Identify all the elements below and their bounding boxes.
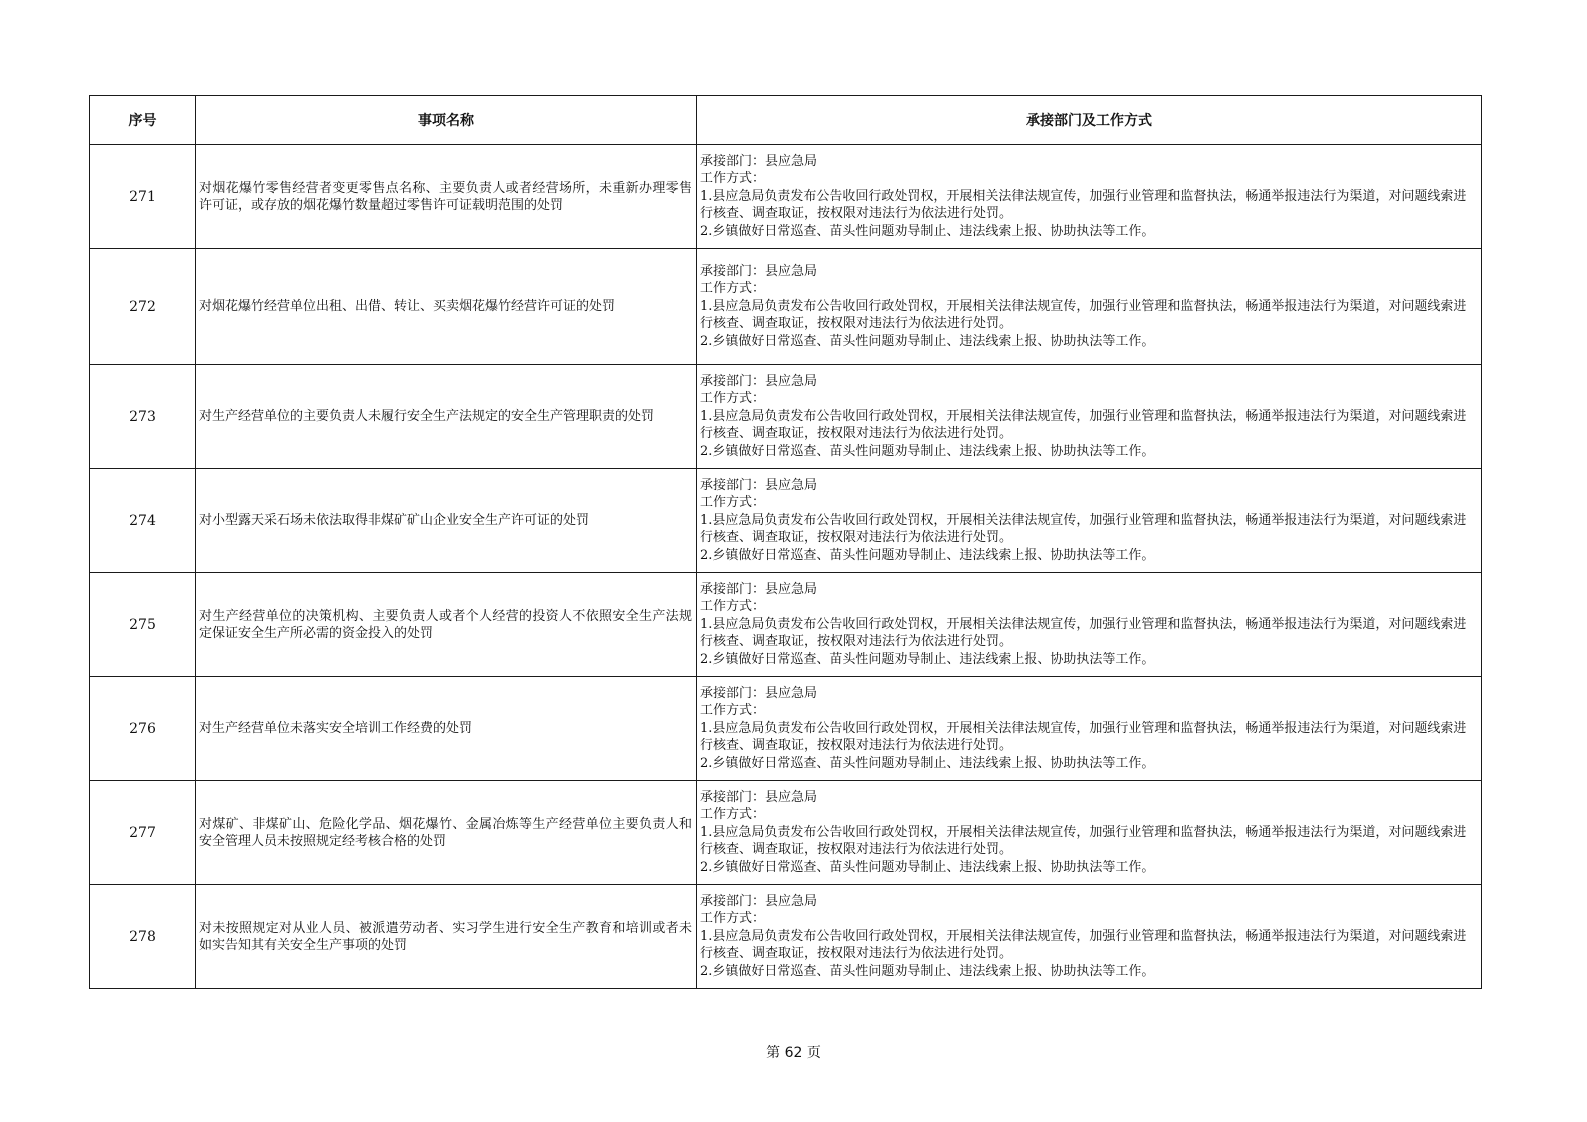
dept-line: 承接部门：县应急局 <box>700 477 818 493</box>
method-step-2: 2.乡镇做好日常巡查、苗头性问题劝导制止、违法线索上报、协助执法等工作。 <box>700 963 1155 979</box>
header-dept-method: 承接部门及工作方式 <box>697 96 1482 145</box>
method-step-1: 1.县应急局负责发布公告收回行政处罚权，开展相关法律法规宣传，加强行业管理和监督执法，畅通举报违法行为渠道，对问题线索进行核查、调查取证，按权限对违法行为依法进行处罚。 <box>700 408 1467 442</box>
row-seq: 274 <box>90 469 196 573</box>
method-label: 工作方式： <box>700 281 766 297</box>
header-seq: 序号 <box>90 96 196 145</box>
row-item-name: 对小型露天采石场未依法取得非煤矿矿山企业安全生产许可证的处罚 <box>196 469 697 573</box>
row-seq: 276 <box>90 677 196 781</box>
page-number: 第 62 页 <box>766 1045 821 1061</box>
table-row <box>90 145 1482 249</box>
row-item-name: 对生产经营单位未落实安全培训工作经费的处罚 <box>196 677 697 781</box>
row-seq: 278 <box>90 885 196 989</box>
table-row <box>90 249 1482 365</box>
row-item-name: 对煤矿、非煤矿山、危险化学品、烟花爆竹、金属冶炼等生产经营单位主要负责人和安全管理人员未按照规定经考核合格的处罚 <box>196 781 697 885</box>
row-dept-method <box>697 677 1482 781</box>
row-seq: 272 <box>90 249 196 365</box>
method-step-1: 1.县应急局负责发布公告收回行政处罚权，开展相关法律法规宣传，加强行业管理和监督执法，畅通举报违法行为渠道，对问题线索进行核查、调查取证，按权限对违法行为依法进行处罚。 <box>700 512 1467 546</box>
row-dept-method <box>697 573 1482 677</box>
row-item-name: 对生产经营单位的决策机构、主要负责人或者个人经营的投资人不依照安全生产法规定保证安全生产所必需的资金投入的处罚 <box>196 573 697 677</box>
row-seq: 273 <box>90 365 196 469</box>
method-step-1: 1.县应急局负责发布公告收回行政处罚权，开展相关法律法规宣传，加强行业管理和监督执法，畅通举报违法行为渠道，对问题线索进行核查、调查取证，按权限对违法行为依法进行处罚。 <box>700 298 1467 332</box>
dept-line: 承接部门：县应急局 <box>700 581 818 597</box>
row-item-name: 对生产经营单位的主要负责人未履行安全生产法规定的安全生产管理职责的处罚 <box>196 365 697 469</box>
table-row <box>90 885 1482 989</box>
method-label: 工作方式： <box>700 807 766 823</box>
dept-line: 承接部门：县应急局 <box>700 789 818 805</box>
row-dept-method <box>697 885 1482 989</box>
row-item-name: 对烟花爆竹经营单位出租、出借、转让、买卖烟花爆竹经营许可证的处罚 <box>196 249 697 365</box>
table-body <box>90 145 1482 989</box>
method-step-2: 2.乡镇做好日常巡查、苗头性问题劝导制止、违法线索上报、协助执法等工作。 <box>700 333 1155 349</box>
row-item-name: 对烟花爆竹零售经营者变更零售点名称、主要负责人或者经营场所，未重新办理零售许可证，或存放的烟花爆竹数量超过零售许可证载明范围的处罚 <box>196 145 697 249</box>
row-dept-method <box>697 365 1482 469</box>
method-label: 工作方式： <box>700 599 766 615</box>
method-step-2: 2.乡镇做好日常巡查、苗头性问题劝导制止、违法线索上报、协助执法等工作。 <box>700 755 1155 771</box>
row-seq: 271 <box>90 145 196 249</box>
dept-line: 承接部门：县应急局 <box>700 685 818 701</box>
method-step-2: 2.乡镇做好日常巡查、苗头性问题劝导制止、违法线索上报、协助执法等工作。 <box>700 223 1155 239</box>
method-step-1: 1.县应急局负责发布公告收回行政处罚权，开展相关法律法规宣传，加强行业管理和监督执法，畅通举报违法行为渠道，对问题线索进行核查、调查取证，按权限对违法行为依法进行处罚。 <box>700 720 1467 754</box>
dept-line: 承接部门：县应急局 <box>700 263 818 279</box>
row-dept-method <box>697 469 1482 573</box>
table-header-row <box>90 96 1482 145</box>
dept-line: 承接部门：县应急局 <box>700 153 818 169</box>
table-row <box>90 365 1482 469</box>
method-step-1: 1.县应急局负责发布公告收回行政处罚权，开展相关法律法规宣传，加强行业管理和监督执法，畅通举报违法行为渠道，对问题线索进行核查、调查取证，按权限对违法行为依法进行处罚。 <box>700 928 1467 962</box>
method-step-2: 2.乡镇做好日常巡查、苗头性问题劝导制止、违法线索上报、协助执法等工作。 <box>700 859 1155 875</box>
table-row <box>90 469 1482 573</box>
row-seq: 277 <box>90 781 196 885</box>
method-step-1: 1.县应急局负责发布公告收回行政处罚权，开展相关法律法规宣传，加强行业管理和监督执法，畅通举报违法行为渠道，对问题线索进行核查、调查取证，按权限对违法行为依法进行处罚。 <box>700 616 1467 650</box>
method-label: 工作方式： <box>700 171 766 187</box>
dept-line: 承接部门：县应急局 <box>700 373 818 389</box>
table-row <box>90 781 1482 885</box>
method-label: 工作方式： <box>700 391 766 407</box>
row-dept-method <box>697 249 1482 365</box>
method-step-2: 2.乡镇做好日常巡查、苗头性问题劝导制止、违法线索上报、协助执法等工作。 <box>700 443 1155 459</box>
table-row <box>90 677 1482 781</box>
method-label: 工作方式： <box>700 703 766 719</box>
row-dept-method <box>697 145 1482 249</box>
method-step-1: 1.县应急局负责发布公告收回行政处罚权，开展相关法律法规宣传，加强行业管理和监督执法，畅通举报违法行为渠道，对问题线索进行核查、调查取证，按权限对违法行为依法进行处罚。 <box>700 824 1467 858</box>
row-item-name: 对未按照规定对从业人员、被派遣劳动者、实习学生进行安全生产教育和培训或者未如实告知其有关安全生产事项的处罚 <box>196 885 697 989</box>
row-seq: 275 <box>90 573 196 677</box>
header-item-name: 事项名称 <box>196 96 697 145</box>
items-table <box>89 95 1482 989</box>
method-step-1: 1.县应急局负责发布公告收回行政处罚权，开展相关法律法规宣传，加强行业管理和监督执法，畅通举报违法行为渠道，对问题线索进行核查、调查取证，按权限对违法行为依法进行处罚。 <box>700 188 1467 222</box>
dept-line: 承接部门：县应急局 <box>700 893 818 909</box>
row-dept-method <box>697 781 1482 885</box>
method-label: 工作方式： <box>700 495 766 511</box>
method-step-2: 2.乡镇做好日常巡查、苗头性问题劝导制止、违法线索上报、协助执法等工作。 <box>700 547 1155 563</box>
table-row <box>90 573 1482 677</box>
method-step-2: 2.乡镇做好日常巡查、苗头性问题劝导制止、违法线索上报、协助执法等工作。 <box>700 651 1155 667</box>
method-label: 工作方式： <box>700 911 766 927</box>
